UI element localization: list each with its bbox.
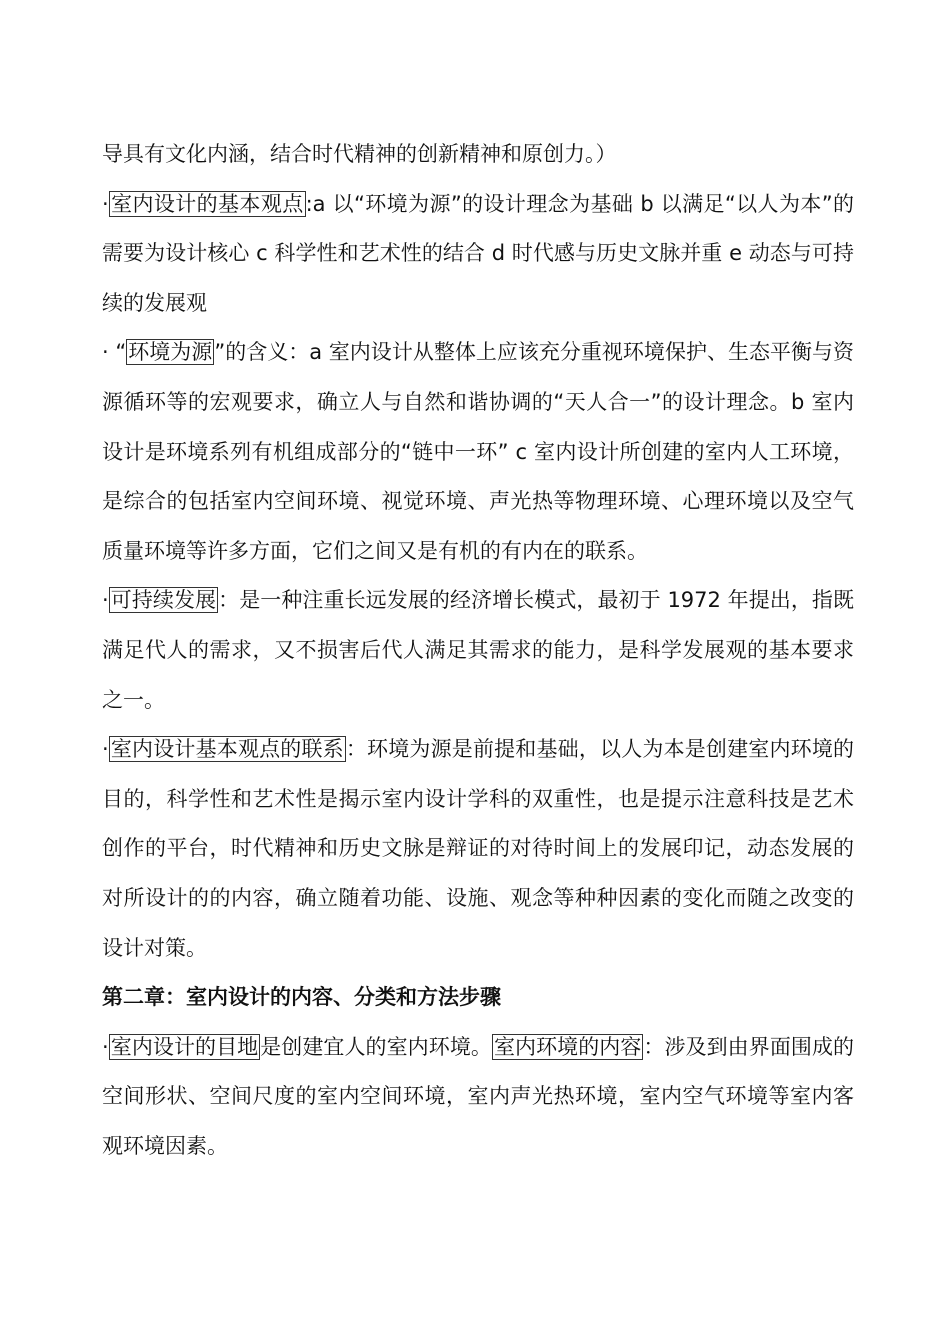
paragraph-text: ：涉及到由界面围成的空间形状、空间尺度的室内空间环境，室内声光热环境，室内空气环境等室内客观环境因素。 (102, 1034, 855, 1158)
paragraph-text: ”的含义：a 室内设计从整体上应该充分重视环境保护、生态平衡与资源循环等的宏观要求，确立人与自然和谐协调的“天人合一”的设计理念。b 室内设计是环境系列有机组成部分的“链中一环” c 室内设计所创建的室内人工环境，是综合的包括室内空间环境、视觉环境、声光热等物理环境、心理环境以及空气质量环境等许多方面，它们之间又是有机的有内在的联系。 (102, 340, 855, 563)
paragraph-intro-tail (102, 130, 854, 180)
paragraph-text: ：环境为源是前提和基础，以人为本是创建室内环境的目的，科学性和艺术性是揭示室内设计学科的双重性，也是提示注意科技是艺术创作的平台，时代精神和历史文脉是辩证的对待时间上的发展印记，动态发展的对所设计的的内容，确立随着功能、设施、观念等种种因素的变化而随之改变的设计对策。 (102, 737, 855, 960)
paragraph-basic-viewpoints (102, 180, 854, 329)
boxed-term: 可持续发展 (110, 588, 217, 613)
paragraph-text: ：是一种注重长远发展的经济增长模式，最初于 1972 年提出，指既满足代人的需求，又不损害后代人满足其需求的能力，是科学发展观的基本要求之一。 (102, 588, 855, 712)
paragraph-sustainable-development (102, 576, 854, 725)
paragraph-environment-source (102, 328, 854, 576)
chapter-heading: 第二章：室内设计的内容、分类和方法步骤 (102, 985, 501, 1010)
paragraph-text: 导具有文化内涵，结合时代精神的创新精神和原创力。） (102, 142, 617, 166)
bullet: · (102, 588, 109, 613)
boxed-term: 室内设计的基本观点 (110, 191, 304, 216)
bullet: · (102, 737, 109, 762)
boxed-term: 室内环境的内容 (493, 1034, 642, 1059)
boxed-term: 室内设计基本观点的联系 (110, 737, 344, 762)
bullet: · (102, 1034, 109, 1059)
bullet: · (102, 191, 109, 216)
paragraph-text: 是创建宜人的室内环境。 (260, 1034, 492, 1059)
paragraph-design-purpose (102, 1023, 854, 1172)
boxed-term: 环境为源 (128, 340, 213, 365)
paragraph-text: :a 以“环境为源”的设计理念为基础 b 以满足“以人为本”的需要为设计核心 c 科学性和艺术性的结合 d 时代感与历史文脉并重 e 动态与可持续的发展观 (102, 191, 854, 315)
bullet: · “ (102, 340, 127, 365)
boxed-term: 室内设计的目地 (110, 1034, 259, 1059)
paragraph-viewpoint-relations (102, 725, 854, 973)
